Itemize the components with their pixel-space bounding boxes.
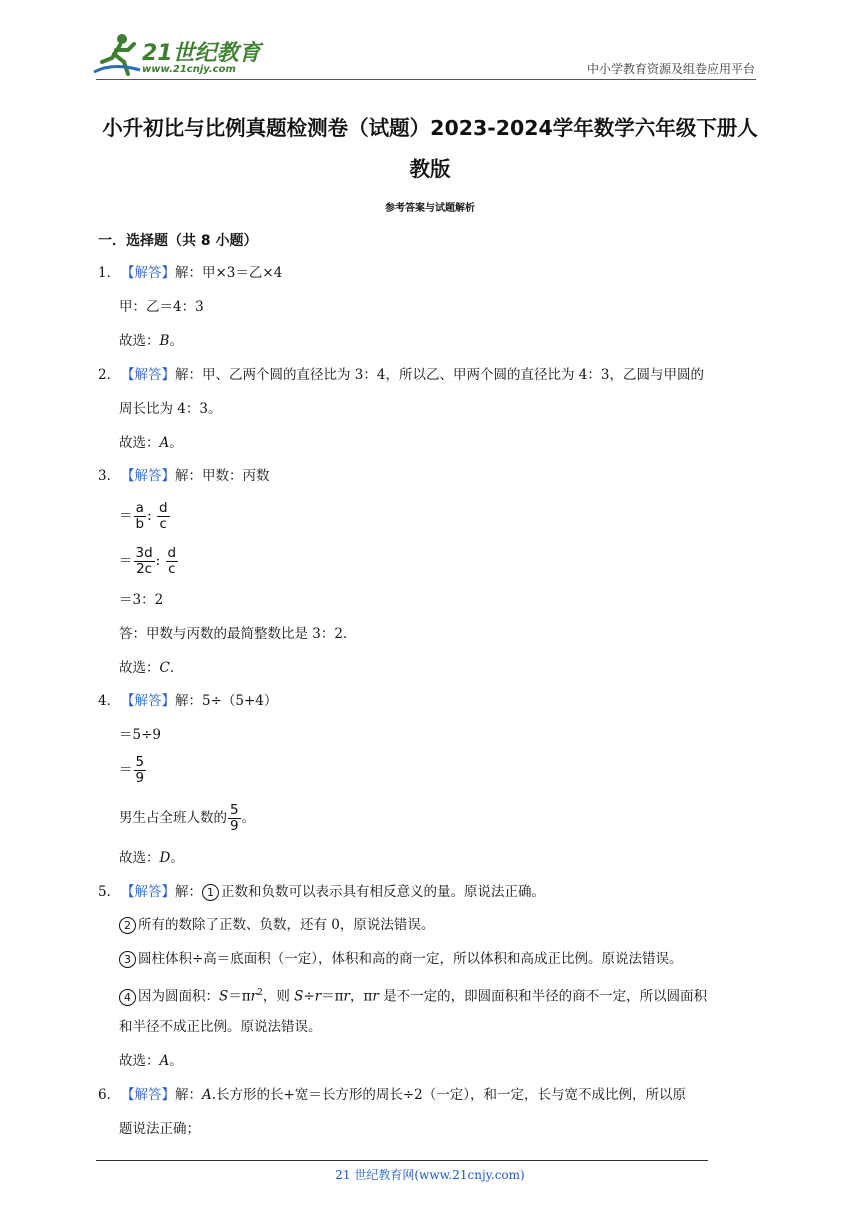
denominator: c [159,516,167,532]
math-var: r [343,988,350,1005]
answer-line [121,882,545,902]
answer-text: 因为圆面积： [138,988,219,1005]
numerator: 5 [135,754,145,770]
answer-tag: 【解答】 [121,1087,175,1103]
math-exponent: 2 [257,988,263,998]
choice-prefix: 故选： [119,850,160,866]
answer-choice-line [119,848,184,868]
answer-tag: 【解答】 [121,367,175,383]
colon: : [147,508,152,524]
footer-divider [96,1160,708,1161]
circled-number: 1 [202,884,219,901]
answer-tag: 【解答】 [121,884,175,900]
answer-text: .长方形的长+宽＝长方形的周长÷2（一定），和一定，长与宽不成比例，所以原 [211,1087,687,1103]
answer-text: 是不一定的，即圆面积和半径的商不一定，所以圆面积 [378,988,708,1005]
answer-choice-line [119,331,183,351]
answer-tag: 【解答】 [121,693,175,709]
math-op: ，π [350,988,373,1005]
answer-choice-line [119,433,183,453]
answer-line: ＝3：2 [119,592,164,608]
fraction-line [119,800,255,836]
choice-suffix: 。 [170,850,184,866]
math-op: ＝π [321,988,344,1005]
choice-prefix: 故选： [119,660,160,676]
site-logo [92,32,292,82]
doc-subtitle: 参考答案与试题解析 [385,203,475,214]
question-number: 1． [98,265,121,281]
choice-suffix: 。 [169,333,183,349]
footer-text: 21 世纪教育网(www.21cnjy.com) [335,1168,525,1182]
answer-line [121,1085,686,1105]
denominator: 9 [135,770,145,786]
answer-line [121,466,270,486]
answer-text: 所有的数除了正数、负数，还有 0，原说法错误。 [138,917,435,933]
answer-text: ，则 [262,988,295,1005]
equals-sign: ＝ [119,508,133,524]
numerator: 3d [135,545,153,561]
fraction-line [119,543,179,579]
denominator: b [135,516,145,532]
option-letter: A [202,1087,212,1103]
numerator: 5 [230,802,239,818]
answer-text: 解：甲数：丙数 [175,468,270,484]
answer-text: 解：甲、乙两个圆的直径比为 3：4，所以乙、甲两个圆的直径比为 4：3，乙圆与甲圆的 [175,367,704,383]
math-var: r [314,988,322,1005]
circled-number: 2 [119,917,136,934]
answer-line [121,263,282,283]
choice-suffix: 。 [169,435,183,451]
answer-text: 正数和负数可以表示具有相反意义的量。原说法正确。 [221,884,545,900]
answer-line [121,691,277,711]
math-var: r [372,988,379,1005]
denominator: 2c [136,561,153,577]
fraction-line [119,498,171,534]
answer-line [119,915,434,935]
choice-letter: A [159,435,170,451]
fraction [157,501,170,532]
logo-text: 21世纪教育 [142,41,261,66]
math-op: ＝π [228,988,251,1005]
circled-number: 4 [119,989,136,1006]
numerator: d [158,500,168,516]
answer-line: 甲：乙＝4：3 [119,299,204,315]
fraction-line [119,752,147,788]
answer-line [121,365,704,385]
choice-suffix: 。 [169,1053,183,1069]
numerator: a [134,501,147,517]
answer-text: 圆柱体积÷高＝底面积（一定），体积和高的商一定，所以体积和高成正比例。原说法错误。 [138,951,683,967]
period: 。 [241,810,256,826]
answer-line: 周长比为 4：3。 [119,401,222,417]
numerator: d [167,545,177,561]
section-heading: 一．选择题（共 8 小题） [98,233,258,249]
equals-sign: ＝ [119,762,133,778]
answer-text: 解：5÷（5+4） [175,693,278,709]
doc-title-line2: 教版 [409,157,451,181]
fraction [134,546,155,577]
header-platform-text: 中小学教育资源及组卷应用平台 [586,62,755,76]
choice-letter: B [159,333,170,349]
answer-line [119,949,683,969]
runner-logo-icon [92,32,144,78]
doc-title-line1: 小升初比与比例真题检测卷（试题）2023-2024学年数学六年级下册人 [102,116,758,140]
answer-line [119,983,707,1007]
math-var: r [250,988,258,1005]
choice-letter: D [159,850,171,866]
answer-choice-line [119,1051,183,1071]
math-op: ÷ [303,988,315,1005]
header-divider [96,79,756,80]
choice-letter: A [159,1053,170,1069]
answer-text: 解： [175,884,202,900]
math-var: S [219,988,229,1005]
answer-tag: 【解答】 [121,265,175,281]
question-number: 6． [98,1087,121,1103]
choice-prefix: 故选： [119,333,160,349]
answer-line: 答：甲数与丙数的最简整数比是 3：2． [119,626,357,642]
answer-line: 和半径不成正比例。原说法错误。 [119,1019,322,1035]
math-var: S [294,988,304,1005]
denominator: c [168,561,176,577]
question-number: 4． [98,693,121,709]
answer-choice-line [119,658,183,678]
answer-tag: 【解答】 [121,468,175,484]
question-number: 3． [98,468,121,484]
fraction [166,546,179,577]
denominator: 9 [230,818,239,834]
choice-suffix: ． [169,660,184,676]
answer-text: 解：甲×3＝乙×4 [175,265,283,281]
fraction [134,755,147,786]
question-number: 5． [98,884,121,900]
logo-url: www.21cnjy.com [142,64,236,75]
circled-number: 3 [119,951,136,968]
choice-letter: C [159,660,170,676]
choice-prefix: 故选： [119,435,160,451]
fraction [134,501,147,532]
choice-prefix: 故选： [119,1053,160,1069]
answer-line: 题说法正确； [119,1121,200,1137]
answer-line: ＝5÷9 [119,727,161,743]
colon: : [155,553,161,569]
page-header [0,0,860,90]
equals-sign: ＝ [119,553,133,569]
answer-text: 男生占全班人数的 [119,810,227,826]
answer-text: 解： [175,1087,202,1103]
fraction [228,803,241,834]
question-number: 2． [98,367,121,383]
